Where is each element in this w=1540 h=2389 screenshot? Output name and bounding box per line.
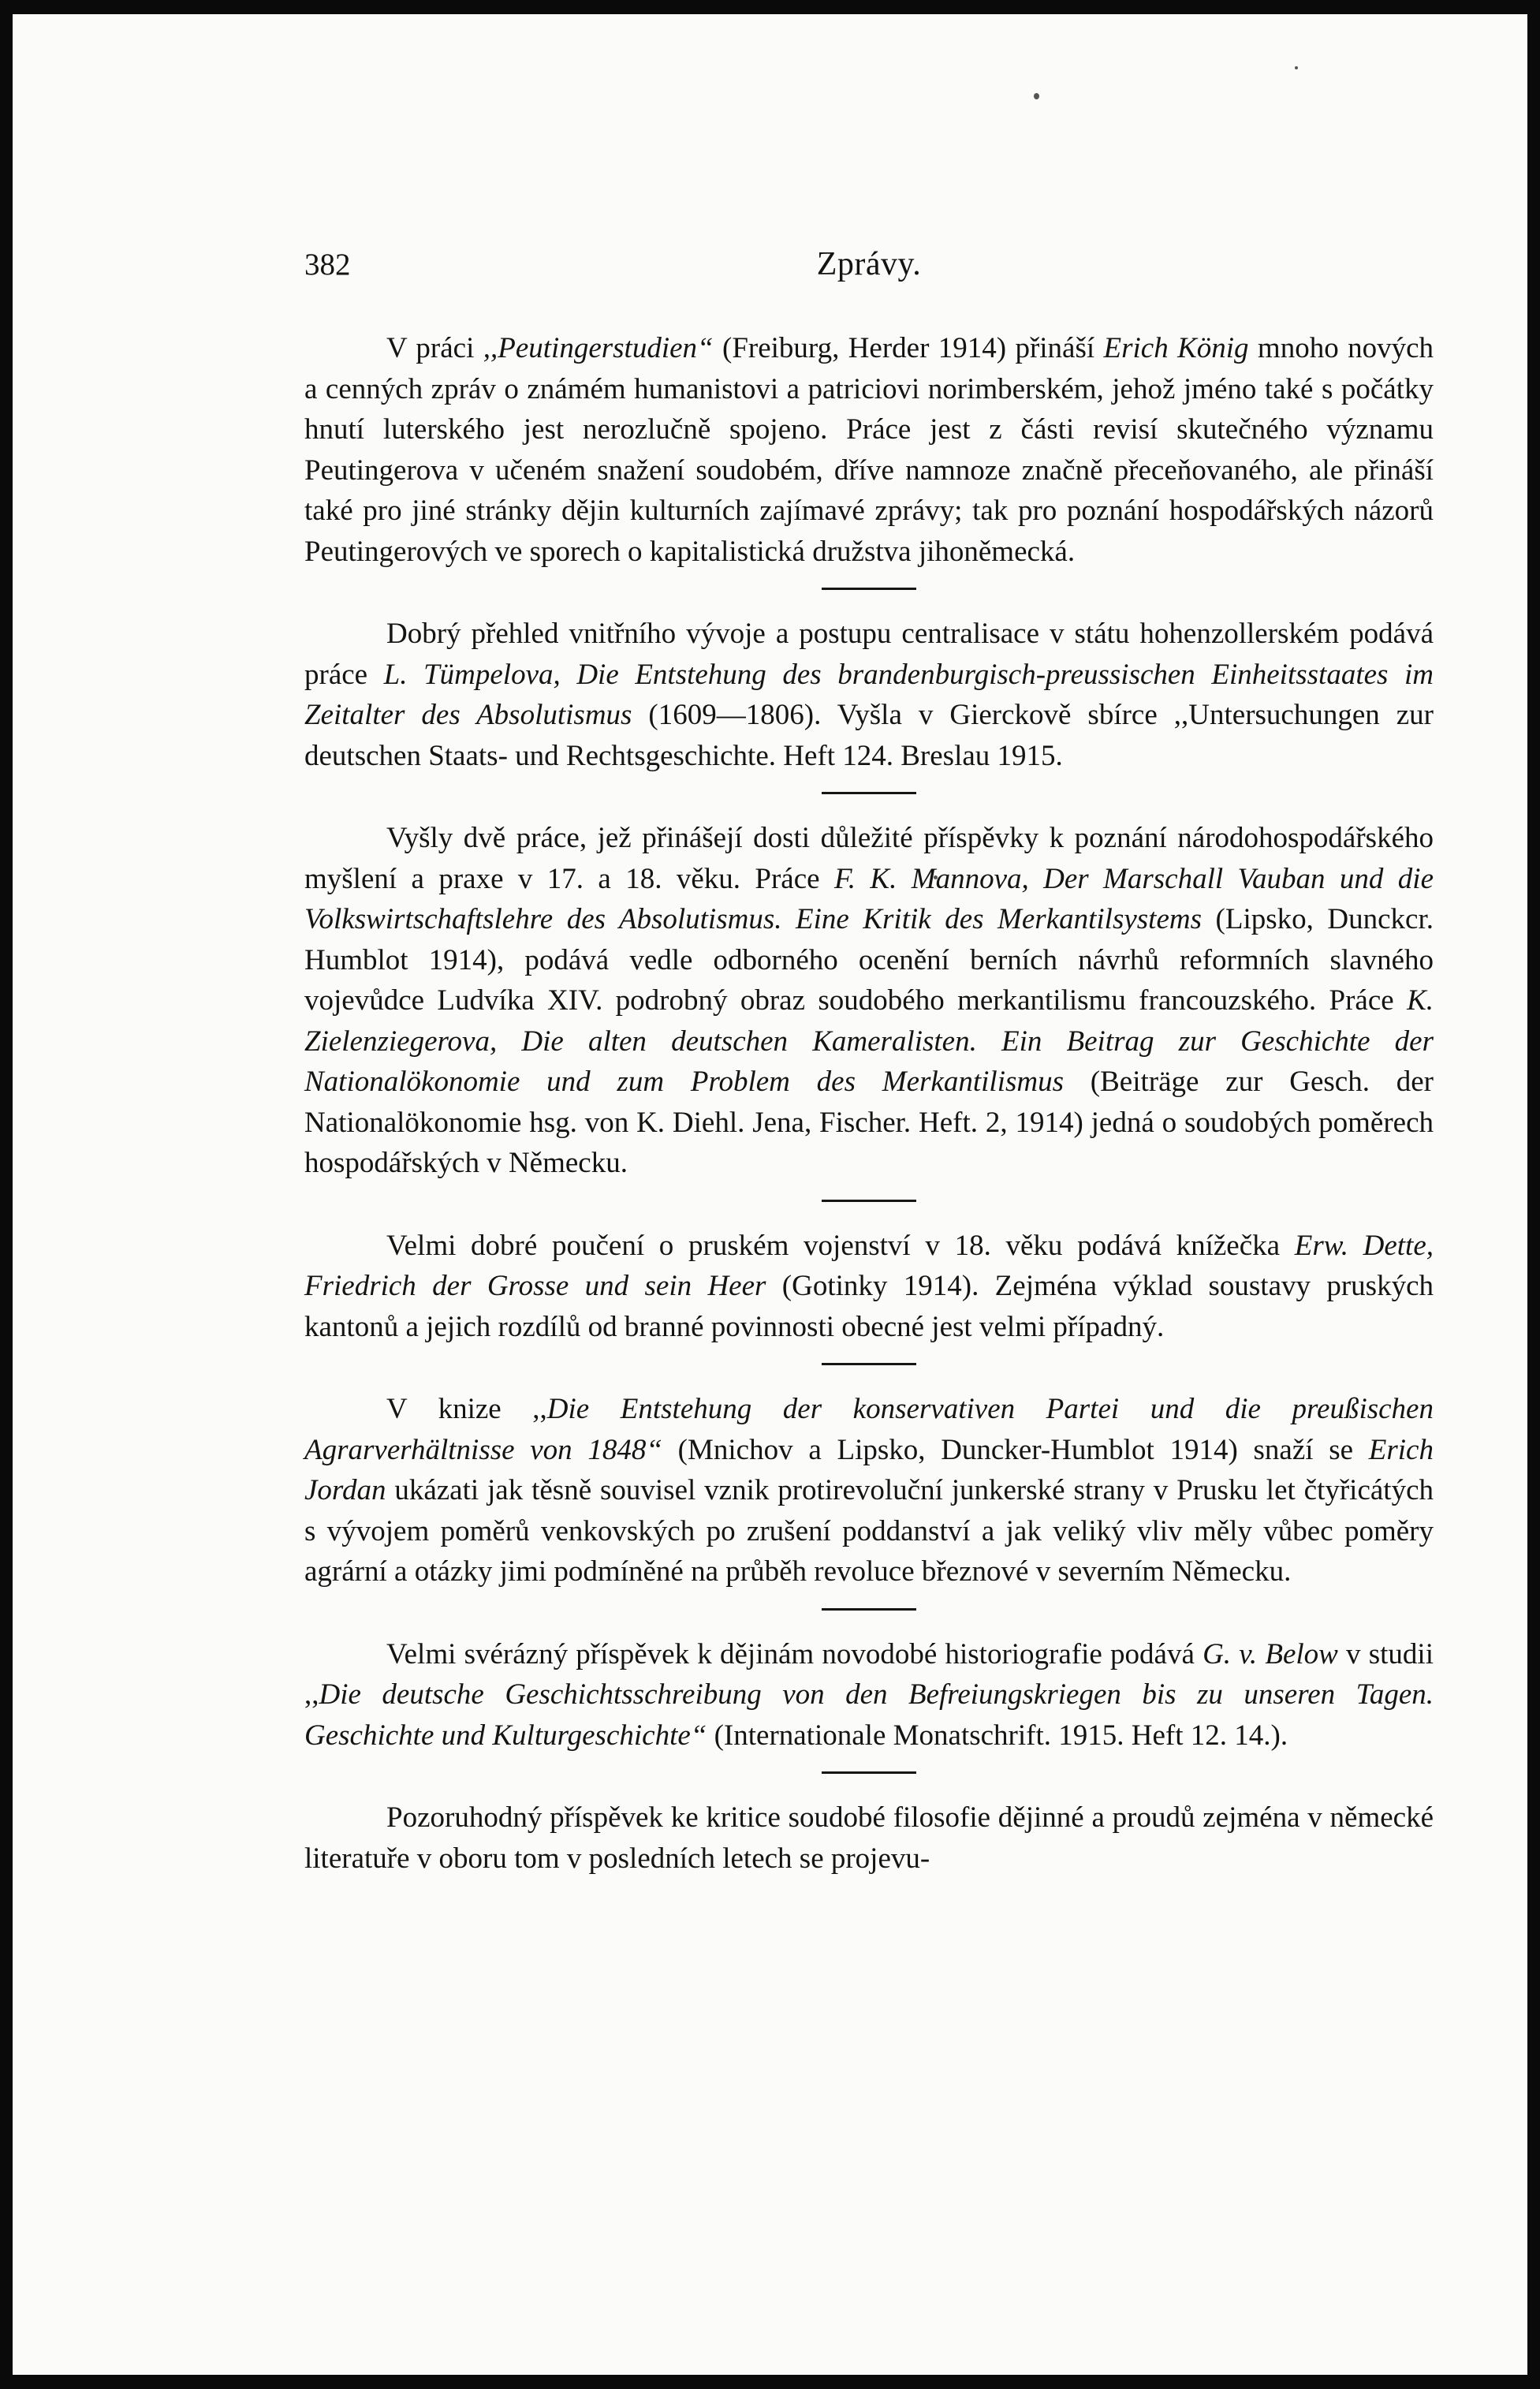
separator-rule: [822, 588, 916, 590]
separator-rule: [822, 1200, 916, 1202]
paragraph-peutinger: V práci ,,Peutingerstudien“ (Freiburg, Herder 1914) přináší Erich König mnoho nových a cenných zpráv o známém humanistovi a patriciovi norimberském, jehož jméno také s počátky hnutí luterského jest nerozlučně spojeno. Práce jest z části revisí skutečného významu Peutingerova v učeném snažení soudobém, dříve namnoze značně přeceňovaného, ale přináší také pro jiné stránky dějin kulturních zajímavé zprávy; tak pro poznání hospodářských názorů Peutingerových ve sporech o kapitalistická družstva jihoněmecká.: [304, 332, 1434, 568]
section-title: Zprávy.: [816, 246, 922, 282]
separator-rule: [822, 1771, 916, 1774]
separator-rule: [822, 1608, 916, 1611]
separator-rule: [822, 1363, 916, 1365]
separator-rule: [822, 792, 916, 794]
paragraph-philosophy: Pozoruhodný příspěvek ke kritice soudobé filosofie dějinné a proudů zejména v německé literatuře v oboru tom v posledních letech se projevu-: [304, 1801, 1434, 1875]
page-number: 382: [304, 248, 351, 282]
text-block: [304, 244, 1434, 1879]
paragraph-jordan: V knize ,,Die Entstehung der konservativen Partei und die preußischen Agrarverhältnisse von 1848“ (Mnichov a Lipsko, Duncker-Humblot 1914) snaží se Erich Jordan ukázati jak těsně souvisel vznik protirevoluční junkerské strany v Prusku let čtyřicátých s vývojem poměrů venkovských po zrušení poddanství a jak veliký vliv měly vůbec poměry agrární a otázky jimi podmíněné na průběh revoluce březnové v severním Německu.: [304, 1393, 1434, 1588]
paragraph-dette: Velmi dobré poučení o pruském vojenství v 18. věku podává knížečka Erw. Dette, Friedrich der Grosse und sein Heer (Gotinky 1914). Zejména výklad soustavy pruských kantonů a jejich rozdílů od branné povinnosti obecné jest velmi případný.: [304, 1229, 1434, 1343]
paragraph-tumpel: Dobrý přehled vnitřního vývoje a postupu centralisace v státu hohenzollerském podává práce L. Tümpelova, Die Entstehung des brandenburgisch-preussischen Einheitsstaates im Zeitalter des Absolutismus (1609—1806). Vyšla v Gierckově sbírce ,,Untersuchungen zur deutschen Staats- und Rechtsgeschichte. Heft 124. Breslau 1915.: [304, 618, 1434, 772]
paragraph-mann-zielenziger: Vyšly dvě práce, jež přinášejí dosti důležité příspěvky k poznání národohospodářského myšlení a praxe v 17. a 18. věku. Práce F. K. Mannova, Der Marschall Vauban und die Volkswirtschaftslehre des Absolutismus. Eine Kritik des Merkantilsystems (Lipsko, Dunckcr. Humblot 1914), podává vedle odborného ocenění berních návrhů reformních slavného vojevůdce Ludvíka XIV. podrobný obraz soudobého merkantilismu francouzského. Práce K. Zielenziegerova, Die alten deutschen Kameralisten. Ein Beitrag zur Geschichte der Nationalökonomie und zum Problem des Merkantilismus (Beiträge zur Gesch. der Nationalökonomie hsg. von K. Diehl. Jena, Fischer. Heft. 2, 1914) jedná o soudobých poměrech hospodářských v Německu.: [304, 822, 1434, 1179]
running-head: [304, 244, 1434, 292]
paragraph-below: Velmi svérázný příspěvek k dějinám novodobé historiografie podává G. v. Below v studii ,,Die deutsche Geschichtsschreibung von den Befreiungskriegen bis zu unseren Tagen. Geschichte und Kulturgeschichte“ (Internationale Monatschrift. 1915. Heft 12. 14.).: [304, 1637, 1434, 1752]
dust-speck: [1295, 66, 1298, 69]
scanned-page: [13, 14, 1527, 2375]
dust-speck: [1034, 93, 1039, 99]
